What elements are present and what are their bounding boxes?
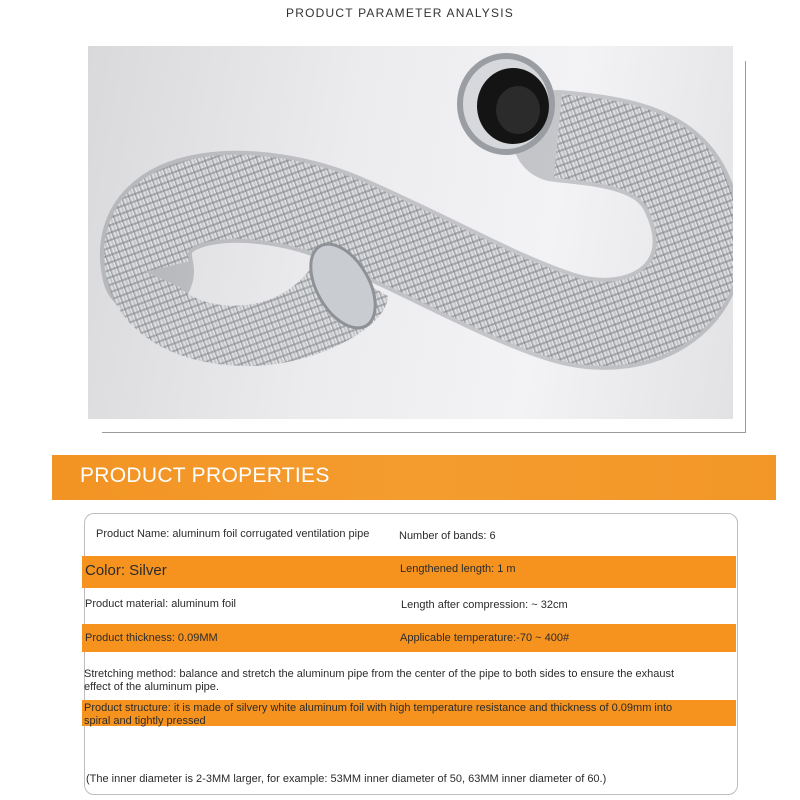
number-of-bands-text: Number of bands: 6 (399, 530, 496, 542)
material-text: Product material: aluminum foil (85, 598, 237, 610)
banner-title: PRODUCT PROPERTIES (80, 464, 330, 487)
thickness-text: Product thickness: 0.09MM (85, 632, 218, 644)
lengthened-length-text: Lengthened length: 1 m (400, 563, 516, 575)
structure-text: Product structure: it is made of silvery white aluminum foil with high temperature resistance and thickness of 0.09mm into spiral and tightly pressed (84, 702, 673, 727)
aluminum-pipe-illustration (88, 46, 733, 419)
applicable-temperature-text: Applicable temperature:-70 ~ 400# (400, 632, 570, 644)
color-text: Color: Silver (85, 562, 167, 579)
stretching-method-text: Stretching method: balance and stretch the aluminum pipe from the center of the pipe to both sides to ensure the exhaust effect of the aluminum pipe. (84, 668, 675, 693)
product-photo (88, 46, 733, 419)
page-title: PRODUCT PARAMETER ANALYSIS (286, 6, 514, 20)
product-properties-banner (52, 455, 776, 500)
product-name-text: Product Name: aluminum foil corrugated ventilation pipe (96, 528, 370, 540)
length-after-compression-text: Length after compression: ~ 32cm (401, 599, 568, 611)
inner-diameter-note: (The inner diameter is 2-3MM larger, for example: 53MM inner diameter of 50, 63MM inner diameter of 60.) (86, 773, 607, 785)
